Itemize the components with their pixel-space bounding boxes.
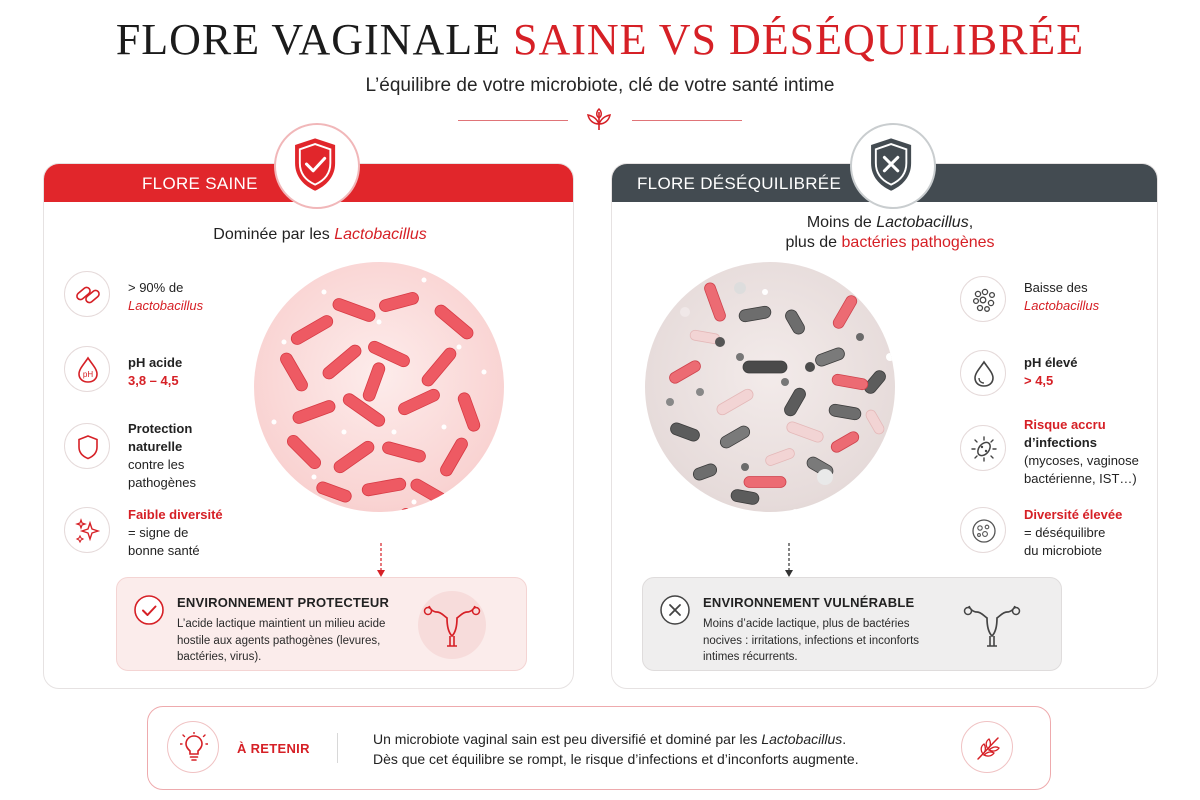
lactobacillus-rod [703, 281, 727, 322]
pathogen-rod [828, 403, 862, 420]
svg-text:pH: pH [82, 370, 94, 379]
lactobacillus-rod [278, 351, 309, 393]
unbalanced-feature-1 [1024, 279, 1099, 315]
lactobacillus-rod [291, 399, 336, 425]
lactobacillus-rod [378, 291, 420, 313]
unbalanced-lead-line2-prefix: plus de [785, 234, 842, 252]
cocci [736, 353, 744, 361]
healthy-feature-2-line2: 3,8 – 4,5 [128, 372, 179, 388]
unbalanced-feature-2-line2: > 4,5 [1024, 372, 1054, 388]
unbalanced-badge [850, 123, 936, 209]
shield-x-icon [852, 125, 934, 207]
unbalanced-feature-4-line1: Diversité élevée [1024, 507, 1123, 522]
unbalanced-feature-3-icon-wrap [960, 425, 1006, 471]
divider-line-left [458, 120, 568, 121]
cells-icon [970, 517, 998, 545]
lactobacillus-rod [831, 294, 859, 331]
unbalanced-feature-3-line4: bactérienne, IST…) [1024, 470, 1137, 486]
healthy-feature-3-line4: pathogènes [128, 474, 196, 490]
healthy-feature-4 [128, 506, 223, 560]
cocci [715, 337, 725, 347]
particle [487, 450, 492, 455]
leaf-ornament-icon [584, 108, 614, 132]
unbalanced-lead-suffix: , [968, 214, 974, 231]
unbalanced-feature-4-line2: = déséquilibre [1024, 524, 1106, 540]
healthy-lead-prefix: Dominée par les [213, 226, 335, 243]
lightbulb-icon [180, 732, 208, 762]
lactobacillus-rod [381, 441, 427, 464]
healthy-feature-4-icon-wrap [64, 507, 110, 553]
bulb-icon-wrap [167, 721, 219, 773]
unbalanced-lead-prefix: Moins de [806, 214, 877, 231]
divider-line-right [632, 120, 742, 121]
lactobacillus-rod [331, 297, 376, 323]
healthy-feature-2-line1: pH acide [128, 355, 183, 370]
unbalanced-panel-title: FLORE DÉSÉQUILIBRÉE [637, 174, 842, 193]
healthy-lead-bacteria: Lactobacillus [334, 226, 427, 243]
protective-desc-line3: bactéries, virus). [177, 651, 262, 664]
lactobacillus-rod [361, 477, 406, 496]
lactobacillus-rod [289, 313, 335, 346]
pathogen-rod [692, 462, 719, 481]
bacteria-pills-icon [74, 281, 102, 309]
vulnerable-desc-line3: intimes récurrents. [703, 651, 798, 664]
sparkle-icon [74, 517, 102, 545]
lactobacillus-rod [668, 359, 703, 386]
particle [312, 475, 317, 480]
particle [272, 420, 277, 425]
check-circle-icon [133, 594, 165, 626]
leaf-icon-wrap [961, 721, 1013, 773]
unbalanced-feature-4-line3: du microbiote [1024, 542, 1103, 558]
shield-check-icon [276, 125, 358, 207]
cocci [741, 463, 749, 471]
vulnerable-environment-box [642, 577, 1062, 671]
bacteria-rod [785, 420, 824, 443]
lactobacillus-rod [831, 373, 868, 390]
unbalanced-feature-1-line1: Baisse des [1024, 280, 1088, 295]
lactobacillus-rod [438, 436, 469, 478]
pathogen-rod [814, 346, 846, 368]
page-title [0, 15, 1200, 64]
healthy-feature-2 [128, 354, 182, 390]
pathogen-rod [738, 305, 772, 322]
lactobacillus-rod [285, 433, 323, 471]
unbalanced-feature-2-icon-wrap [960, 350, 1006, 396]
particle [817, 469, 833, 485]
takeaway-line1-bacteria: Lactobacillus [761, 731, 843, 747]
unbalanced-lead-pathogens: bactéries pathogènes [841, 234, 995, 252]
particle [662, 459, 668, 465]
particle [377, 320, 382, 325]
protective-environment-desc [177, 616, 385, 666]
bacteria-dot [400, 508, 412, 512]
lactobacillus-rod [315, 480, 353, 504]
healthy-feature-1 [128, 279, 203, 315]
healthy-feature-3 [128, 420, 196, 492]
particle [477, 490, 482, 495]
protective-desc-line1: L’acide lactique maintient un milieu acide [177, 618, 386, 630]
particle [762, 289, 768, 295]
virus-icon [970, 435, 998, 463]
takeaway-line1-suffix: . [842, 731, 847, 747]
unbalanced-feature-4-icon-wrap [960, 507, 1006, 553]
uterus-icon [417, 590, 487, 660]
leaf-icon [974, 734, 1002, 762]
unbalanced-feature-1-icon-wrap [960, 276, 1006, 322]
page-subtitle: L’équilibre de votre microbiote, clé de votre santé intime [365, 75, 835, 96]
x-circle-icon [659, 594, 691, 626]
unbalanced-microscope-view [645, 262, 895, 512]
dots-cluster-icon [970, 286, 998, 314]
lactobacillus-rod [332, 439, 377, 475]
healthy-feature-4-line3: bonne santé [128, 542, 200, 558]
unbalanced-feature-3-line2: d’infections [1024, 434, 1097, 450]
unbalanced-feature-4 [1024, 506, 1122, 560]
healthy-feature-3-line2: naturelle [128, 438, 183, 454]
lactobacillus-rod [829, 430, 860, 455]
lactobacillus-rod [433, 303, 476, 342]
drop-icon [970, 360, 998, 388]
healthy-badge [274, 123, 360, 209]
mixed-bacteria-illustration [645, 262, 895, 512]
protective-environment-box [116, 577, 527, 671]
arrow-down-icon [376, 543, 386, 579]
lactobacillus-illustration [254, 262, 504, 512]
particle [282, 340, 287, 345]
vulnerable-desc-line1: Moins d’acide lactique, plus de bactéries [703, 618, 910, 630]
vertical-separator [337, 733, 338, 763]
pathogen-rod [718, 424, 752, 450]
pathogen-rod [669, 421, 701, 443]
vulnerable-environment-desc [703, 616, 919, 666]
healthy-lead [160, 225, 480, 245]
vulnerable-environment-title: ENVIRONNEMENT VULNÉRABLE [703, 595, 915, 610]
cocci [781, 378, 789, 386]
particle [457, 345, 462, 350]
healthy-feature-1-line2: Lactobacillus [128, 297, 204, 313]
particle [886, 353, 894, 361]
bacteria-rod [715, 387, 755, 417]
particle [680, 307, 690, 317]
particle [792, 509, 798, 512]
unbalanced-lead-bacteria: Lactobacillus [876, 214, 969, 231]
ph-drop-icon [74, 356, 102, 384]
protective-desc-line2: hostile aux agents pathogènes (levures, [177, 634, 381, 647]
pathogen-rod [783, 308, 806, 337]
particle [412, 500, 417, 505]
pathogen-rod [743, 361, 787, 373]
lactobacillus-rod [420, 346, 459, 389]
particle [392, 430, 397, 435]
healthy-feature-3-icon-wrap [64, 423, 110, 469]
key-takeaway-label: À RETENIR [237, 741, 310, 756]
healthy-feature-1-icon-wrap [64, 271, 110, 317]
cocci [666, 398, 674, 406]
cocci [696, 388, 704, 396]
healthy-panel-title: FLORE SAINE [142, 174, 258, 193]
particle [482, 370, 487, 375]
takeaway-line1-prefix: Un microbiote vaginal sain est peu diversifié et dominé par les [373, 731, 762, 747]
healthy-microscope-view [254, 262, 504, 512]
uterus-icon [957, 590, 1027, 660]
pathogen-rod [730, 489, 760, 506]
particle [342, 430, 347, 435]
healthy-feature-2-icon-wrap [64, 346, 110, 392]
unbalanced-lead [730, 213, 1050, 254]
cocci [805, 362, 815, 372]
unbalanced-feature-2 [1024, 354, 1077, 390]
lactobacillus-rod [744, 477, 786, 488]
lactobacillus-rod [457, 391, 482, 433]
particle [347, 510, 352, 513]
healthy-feature-3-line1: Protection [128, 421, 193, 436]
title-part-2: SAINE VS DÉSÉQUILIBRÉE [512, 15, 1085, 64]
unbalanced-feature-1-line2: Lactobacillus [1024, 297, 1100, 313]
particle [442, 425, 447, 430]
unbalanced-feature-3-line1: Risque accru [1024, 417, 1106, 432]
title-part-1: FLORE VAGINALE [115, 15, 501, 64]
lactobacillus-rod [321, 343, 364, 382]
vulnerable-desc-line2: nocives : irritations, infections et inconforts [703, 634, 920, 647]
particle [422, 278, 427, 283]
unbalanced-feature-3 [1024, 416, 1139, 488]
shield-icon [74, 433, 102, 461]
particle [734, 282, 746, 294]
cocci [869, 461, 881, 473]
particle [322, 290, 327, 295]
unbalanced-feature-2-line1: pH élevé [1024, 355, 1078, 370]
lactobacillus-rod [397, 387, 442, 416]
lactobacillus-rod [362, 361, 387, 403]
protective-environment-title: ENVIRONNEMENT PROTECTEUR [177, 595, 390, 610]
cocci [856, 333, 864, 341]
pathogen-rod [782, 386, 807, 418]
healthy-feature-3-line3: contre les [128, 456, 185, 472]
bacteria-rod [864, 408, 886, 436]
healthy-feature-4-line1: Faible diversité [128, 507, 223, 522]
key-takeaway-box [147, 706, 1051, 790]
healthy-feature-4-line2: = signe de [128, 524, 189, 540]
arrow-down-icon [784, 543, 794, 579]
key-takeaway-text [373, 729, 859, 770]
cocci [835, 497, 845, 507]
bacteria-rod [764, 447, 796, 467]
unbalanced-feature-3-line3: (mycoses, vaginose [1024, 452, 1139, 468]
lactobacillus-rod [367, 339, 412, 368]
takeaway-line2: Dès que cet équilibre se rompt, le risque d’infections et d’inconforts augmente. [373, 751, 859, 768]
healthy-feature-1-line1: > 90% de [128, 280, 184, 295]
